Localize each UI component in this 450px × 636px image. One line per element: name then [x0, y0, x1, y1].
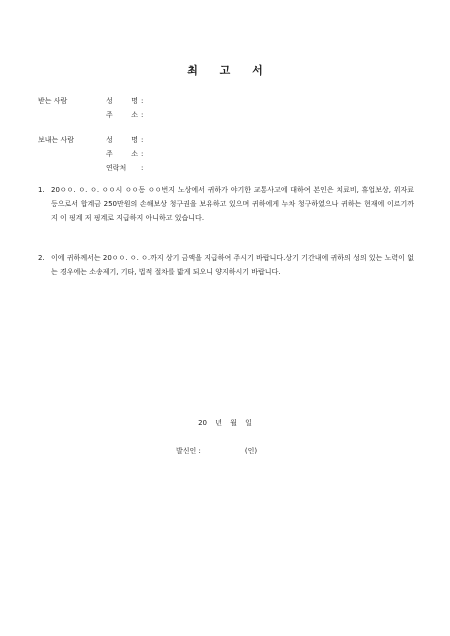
paragraph-text: 20ㅇㅇ. ㅇ. ㅇ. ㅇㅇ시 ㅇㅇ동 ㅇㅇ번지 노상에서 귀하가 야기한 교통사고에 대하여 본인은 치료비, 휴업보상, 위자료 등으로서 합계금 250만원의 손해보상 청구권을 보유하고 있으며 귀하에게 누차 청구하였으나 귀하는 현재에 이르기까지 이 핑계 저 핑계로 지급하지 아니하고 있습니다.: [51, 186, 414, 222]
recipient-name-field: [106, 95, 143, 108]
sender-name-field: [106, 134, 143, 147]
signer-label: 발신인 :: [176, 447, 201, 455]
field-colon: :: [141, 136, 144, 144]
document-title: 최 고 서: [187, 64, 272, 77]
paragraph-text: 이에 귀하께서는 20ㅇㅇ. ㅇ. ㅇ.까지 상기 금액을 지급하여 주시기 바랍니다.상기 기간내에 귀하의 성의 있는 노력이 없는 경우에는 소송제기, 기타, 법적 절차를 밟게 되오니 양지하시기 바랍니다.: [51, 254, 414, 276]
field-colon: :: [141, 164, 144, 172]
sender-address-field: [106, 148, 143, 161]
date-line: 20 년 월 일: [198, 419, 252, 427]
field-colon: :: [141, 111, 144, 119]
field-label: 연락처: [106, 164, 127, 172]
recipient-address-field: [106, 109, 143, 122]
paragraph-number: 1.: [38, 186, 45, 194]
signer-line: [176, 446, 257, 456]
field-colon: :: [141, 150, 144, 158]
paragraph-number: 2.: [38, 254, 45, 262]
sender-contact-field: [106, 162, 143, 175]
paragraph-2: [38, 251, 414, 279]
field-label: 주 소: [106, 150, 138, 158]
field-label: 주 소: [106, 111, 138, 119]
sender-role-label: 보내는 사람: [38, 136, 75, 144]
field-label: 성 명: [106, 97, 138, 105]
field-label: 성 명: [106, 136, 138, 144]
paragraph-1: [38, 183, 414, 225]
recipient-role-label: 받는 사람: [38, 97, 68, 105]
field-colon: :: [141, 97, 144, 105]
seal-mark: (인): [244, 447, 258, 455]
